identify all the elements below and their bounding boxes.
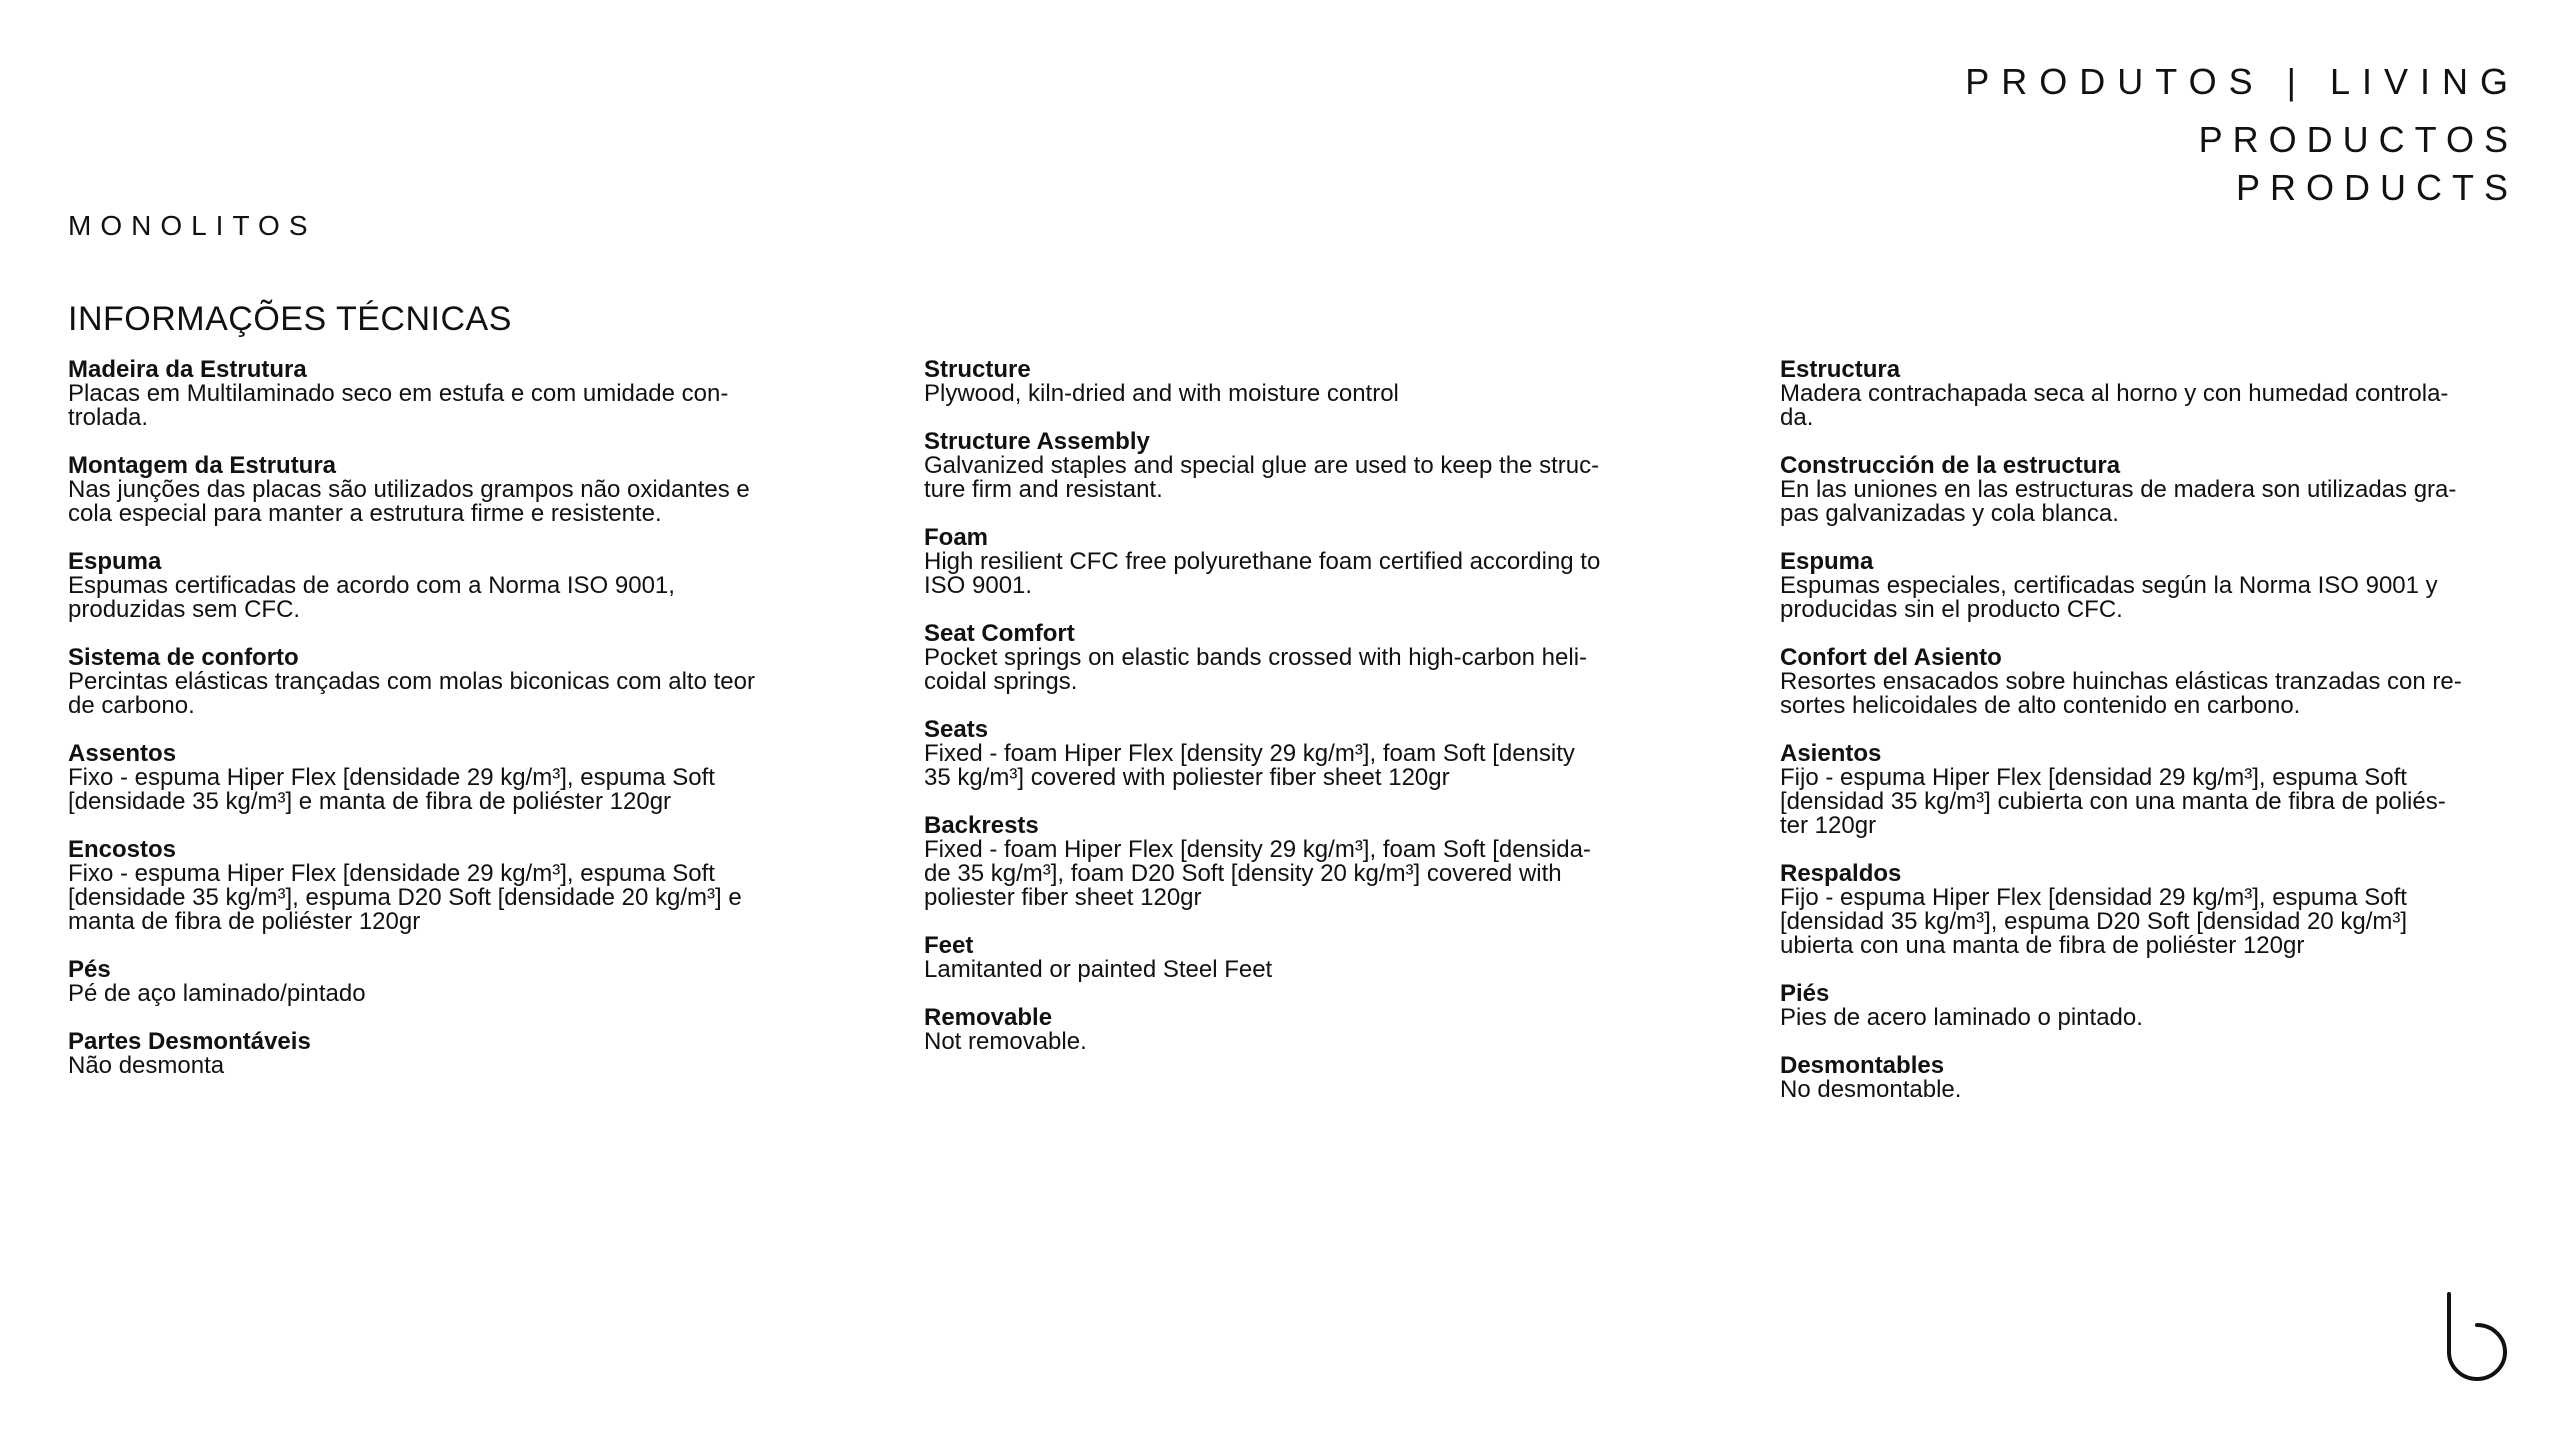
- spec-item: [1780, 862, 2520, 958]
- spec-title: Confort del Asiento: [1780, 644, 2002, 671]
- spec-title: Partes Desmontáveis: [68, 1028, 311, 1055]
- specs-column-spanish: [1780, 358, 2520, 1126]
- spec-title: Seats: [924, 716, 989, 743]
- spec-text: Fixo - espuma Hiper Flex [densidade 29 kg/m³], espuma Soft [densidade 35 kg/m³], espuma D20 Soft [densidade 20 kg/m³] e manta de fibra de poliéster 120gr: [68, 860, 742, 935]
- spec-title: Pés: [68, 956, 111, 983]
- specs-column-portuguese: [68, 358, 828, 1102]
- spec-item: [924, 358, 1684, 406]
- spec-item: [68, 742, 828, 814]
- spec-item: [1780, 646, 2520, 718]
- spec-title: Structure Assembly: [924, 428, 1150, 455]
- spec-title: Structure: [924, 356, 1031, 383]
- page-header: [1965, 58, 2520, 212]
- spec-text: Fixed - foam Hiper Flex [density 29 kg/m³], foam Soft [density 35 kg/m³] covered with poliester fiber sheet 120gr: [924, 740, 1575, 791]
- spec-item: [924, 934, 1684, 982]
- spec-title: Encostos: [68, 836, 177, 863]
- spec-item: [68, 454, 828, 526]
- spec-item: [1780, 1054, 2520, 1102]
- spec-text: Pies de acero laminado o pintado.: [1780, 1004, 2143, 1031]
- spec-title: Backrests: [924, 812, 1039, 839]
- spec-item: [924, 718, 1684, 790]
- spec-text: Nas junções das placas são utilizados grampos não oxidantes e cola especial para manter a estrutura firme e resistente.: [68, 476, 750, 527]
- header-subtitle-en: PRODUCTS: [2235, 167, 2518, 208]
- spec-text: Pocket springs on elastic bands crossed with high-carbon heli- coidal springs.: [924, 644, 1588, 695]
- collection-name: MONOLITOS: [68, 210, 317, 241]
- spec-text: Fijo - espuma Hiper Flex [densidad 29 kg/m³], espuma Soft [densidad 35 kg/m³] cubierta con una manta de fibra de poliés- ter 120gr: [1780, 764, 2446, 839]
- spec-text: High resilient CFC free polyurethane foam certified according to ISO 9001.: [924, 548, 1601, 599]
- spec-item: [1780, 550, 2520, 622]
- spec-text: Madera contrachapada seca al horno y con humedad controla- da.: [1780, 380, 2449, 431]
- header-subtitle-es: PRODUCTOS: [2198, 119, 2518, 160]
- spec-item: [68, 1030, 828, 1078]
- spec-text: Fijo - espuma Hiper Flex [densidad 29 kg/m³], espuma Soft [densidad 35 kg/m³], espuma D20 Soft [densidad 20 kg/m³] ubierta con una manta de fibra de poliéster 120gr: [1780, 884, 2408, 959]
- spec-item: [1780, 358, 2520, 430]
- spec-item: [924, 430, 1684, 502]
- spec-item: [68, 550, 828, 622]
- spec-item: [68, 646, 828, 718]
- spec-title: Espuma: [1780, 548, 1874, 575]
- spec-text: Plywood, kiln-dried and with moisture control: [924, 380, 1399, 407]
- spec-text: No desmontable.: [1780, 1076, 1962, 1103]
- spec-title: Estructura: [1780, 356, 1901, 383]
- spec-item: [68, 358, 828, 430]
- specs-column-english: [924, 358, 1684, 1078]
- spec-item: [1780, 982, 2520, 1030]
- header-title: PRODUTOS | LIVING: [1965, 61, 2520, 102]
- spec-title: Asientos: [1780, 740, 1882, 767]
- spec-item: [924, 526, 1684, 598]
- spec-text: Pé de aço laminado/pintado: [68, 980, 366, 1007]
- spec-text: Percintas elásticas trançadas com molas biconicas com alto teor de carbono.: [68, 668, 755, 719]
- spec-text: En las uniones en las estructuras de madera son utilizadas gra- pas galvanizadas y cola blanca.: [1780, 476, 2457, 527]
- spec-title: Madeira da Estrutura: [68, 356, 307, 383]
- spec-item: [924, 1006, 1684, 1054]
- spec-text: Fixed - foam Hiper Flex [density 29 kg/m³], foam Soft [densida- de 35 kg/m³], foam D20 Soft [density 20 kg/m³] covered with poliester fiber sheet 120gr: [924, 836, 1591, 911]
- spec-text: Resortes ensacados sobre huinchas elásticas tranzadas con re- sortes helicoidales de alto contenido en carbono.: [1780, 668, 2462, 719]
- spec-item: [1780, 454, 2520, 526]
- spec-title: Piés: [1780, 980, 1830, 1007]
- spec-item: [924, 622, 1684, 694]
- spec-title: Montagem da Estrutura: [68, 452, 337, 479]
- spec-text: Galvanized staples and special glue are used to keep the struc- ture firm and resistant.: [924, 452, 1600, 503]
- spec-title: Espuma: [68, 548, 162, 575]
- spec-title: Assentos: [68, 740, 177, 767]
- section-title: INFORMAÇÕES TÉCNICAS: [68, 300, 512, 338]
- spec-text: Espumas especiales, certificadas según la Norma ISO 9001 y producidas sin el producto CFC.: [1780, 572, 2438, 623]
- spec-item: [68, 958, 828, 1006]
- spec-title: Foam: [924, 524, 989, 551]
- spec-text: Placas em Multilaminado seco em estufa e com umidade con- trolada.: [68, 380, 729, 431]
- spec-text: Não desmonta: [68, 1052, 225, 1079]
- spec-title: Respaldos: [1780, 860, 1902, 887]
- spec-text: Not removable.: [924, 1028, 1087, 1055]
- spec-text: Espumas certificadas de acordo com a Norma ISO 9001, produzidas sem CFC.: [68, 572, 675, 623]
- brand-b-logo-icon: [2444, 1292, 2508, 1382]
- spec-text: Lamitanted or painted Steel Feet: [924, 956, 1273, 983]
- spec-item: [1780, 742, 2520, 838]
- spec-title: Seat Comfort: [924, 620, 1075, 647]
- spec-title: Sistema de conforto: [68, 644, 299, 671]
- spec-title: Construcción de la estructura: [1780, 452, 2121, 479]
- spec-title: Removable: [924, 1004, 1053, 1031]
- spec-title: Feet: [924, 932, 974, 959]
- spec-title: Desmontables: [1780, 1052, 1945, 1079]
- spec-text: Fixo - espuma Hiper Flex [densidade 29 kg/m³], espuma Soft [densidade 35 kg/m³] e manta de fibra de poliéster 120gr: [68, 764, 715, 815]
- spec-item: [924, 814, 1684, 910]
- spec-item: [68, 838, 828, 934]
